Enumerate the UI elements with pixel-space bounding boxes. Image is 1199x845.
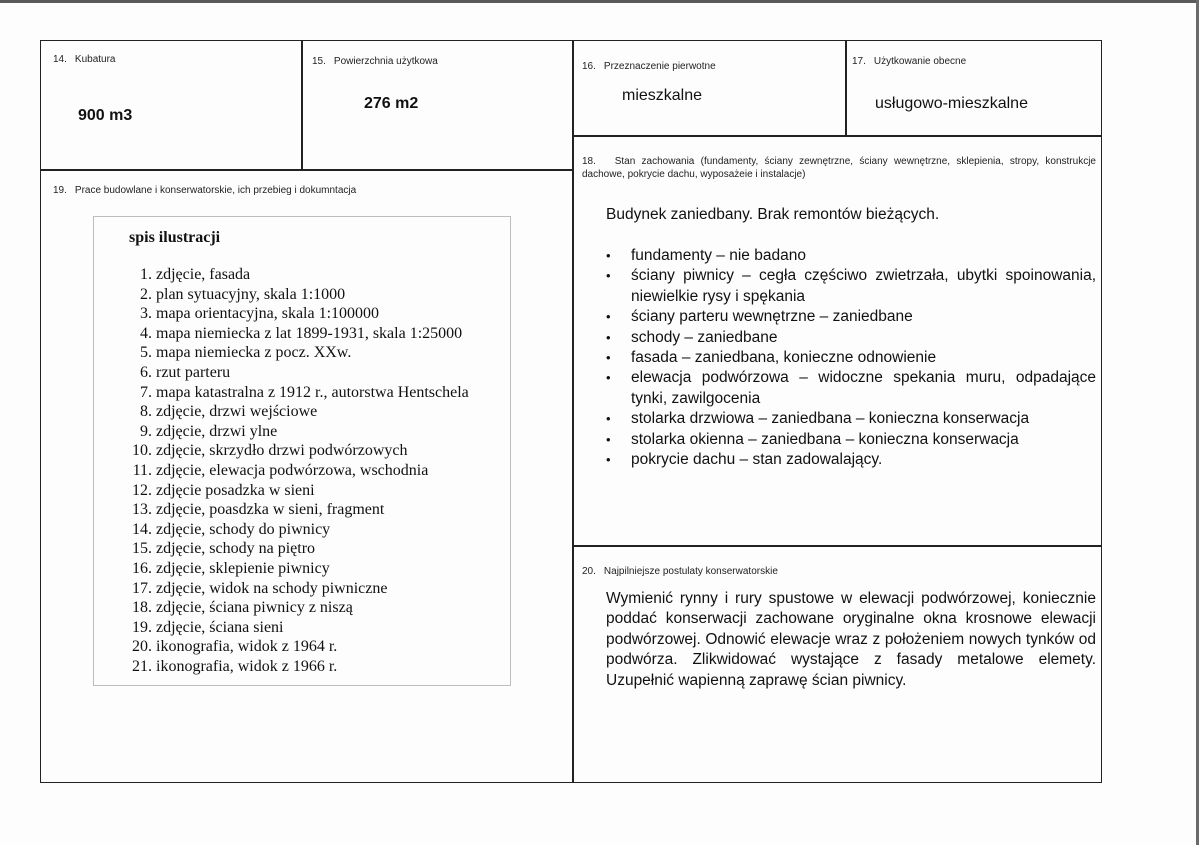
illustration-item: 20. ikonografia, widok z 1964 r. [132,638,338,656]
field-18-number: 18. [582,156,596,167]
bullet-icon: • [606,309,611,325]
illustrations-list [116,265,469,676]
condition-item: • stolarka okienna – zaniedbana – konieczna konserwacja [606,430,1096,450]
field-15-label [312,56,438,67]
illustration-item: 12. zdjęcie posadzka w sieni [132,481,315,499]
illustration-item: 4. mapa niemiecka z lat 1899-1931, skala 1:25000 [140,324,463,342]
field-15-title: Powierzchnia użytkowa [333,56,438,67]
field-19-label [53,185,356,196]
bullet-icon: • [606,431,611,447]
illustration-item: 15. zdjęcie, schody na piętro [132,540,316,558]
condition-item: • ściany piwnicy – cegła częściwo zwietrzała, ubytki spoinowania, niewielkie rysy i spękania [606,267,1096,305]
field-19-title: Prace budowlane i konserwatorskie, ich przebieg i dokumntacja [74,185,357,196]
field-14-title: Kubatura [74,54,116,65]
illustration-item: 7. mapa katastralna z 1912 r., autorstwa Hentschela [140,383,469,401]
condition-intro: Budynek zaniedbany. Brak remontów bieżących. [606,206,940,223]
bullet-icon: • [606,268,611,284]
divider-horizontal-18-20 [572,545,1102,547]
field-15-number: 15. [312,56,326,67]
illustration-item: 13. zdjęcie, poasdzka w sieni, fragment [132,501,385,519]
bullet-icon: • [606,370,611,386]
field-16-number: 16. [582,61,596,72]
illustration-item: 16. zdjęcie, sklepienie piwnicy [132,559,330,577]
illustration-item: 21. ikonografia, widok z 1966 r. [132,657,338,675]
field-17-title: Użytkowanie obecne [873,56,967,67]
scan-edge-top [0,0,1199,3]
divider-horizontal-16-17 [572,135,1102,137]
illustration-item: 1. zdjęcie, fasada [140,266,251,283]
illustration-item: 9. zdjęcie, drzwi ylne [140,422,278,440]
field-14-number: 14. [53,54,67,65]
illustrations-title: spis ilustracji [129,229,221,246]
condition-item: • schody – zaniedbane [606,328,1096,348]
illustration-item: 17. zdjęcie, widok na schody piwniczne [132,579,388,597]
divider-vertical-main [572,40,574,783]
divider-horizontal-left [40,169,573,171]
illustration-item: 10. zdjęcie, skrzydło drzwi podwórzowych [132,442,408,460]
bullet-icon: • [606,329,611,345]
illustration-item: 19. zdjęcie, ściana sieni [132,618,284,636]
uzytkowanie-value: usługowo-mieszkalne [875,95,1028,112]
condition-item: • stolarka drzwiowa – zaniedbana – konieczna konserwacja [606,409,1096,429]
illustration-item: 18. zdjęcie, ściana piwnicy z niszą [132,599,353,617]
field-19-number: 19. [53,185,67,196]
kubatura-value: 900 m3 [78,107,133,124]
condition-item: • fundamenty – nie badano [606,246,1096,266]
condition-item: • elewacja podwórzowa – widoczne spekania muru, odpadające tynki, zawilgocenia [606,369,1096,407]
bullet-icon: • [606,248,611,263]
field-18-title: Stan zachowania (fundamenty, ściany zewnętrzne, ściany wewnętrzne, sklepienia, stropy, konstrukcje dachowe, pokrycie dachu, wyposażeie i instalacje) [582,156,1096,180]
illustration-item: 11. zdjęcie, elewacja podwórzowa, wschodnia [132,461,429,479]
illustration-item: 8. zdjęcie, drzwi wejściowe [140,403,318,421]
illustrations-box [93,216,511,686]
condition-list [606,246,1096,470]
field-20-number: 20. [582,566,596,577]
field-20-title: Najpilniejsze postulaty konserwatorskie [603,566,778,577]
field-17-label [852,56,966,67]
powierzchnia-value: 276 m2 [364,95,419,112]
field-17-number: 17. [852,56,866,67]
field-16-label [582,61,716,72]
illustration-item: 3. mapa orientacyjna, skala 1:100000 [140,305,380,323]
field-18-label [582,155,1096,181]
postulates-text: Wymienić rynny i rury spustowe w elewacji podwórzowej, koniecznie poddać konserwacji zachowane oryginalne okna krosnowe elewacji podwórzowej. Odnowić elewacje wraz z położeniem nowych tynków od podwórza. Zlikwidować wystające z fasady metalowe elemety. Uzupełnić wapienną zaprawę ścian piwnicy. [606,590,1096,689]
condition-item: • fasada – zaniedbana, konieczne odnowienie [606,348,1096,368]
illustration-item: 14. zdjęcie, schody do piwnicy [132,520,331,538]
condition-item: • pokrycie dachu – stan zadowalający. [606,450,1096,470]
divider-vertical-16-17 [845,40,847,136]
bullet-icon: • [606,411,611,427]
field-14-label [53,54,116,65]
przeznaczenie-value: mieszkalne [622,87,703,104]
field-20-label [582,566,778,577]
bullet-icon: • [606,452,611,468]
bullet-icon: • [606,350,611,366]
illustration-item: 6. rzut parteru [140,363,231,381]
illustration-item: 2. plan sytuacyjny, skala 1:1000 [140,285,346,303]
divider-vertical-14-15 [301,40,303,169]
field-16-title: Przeznaczenie pierwotne [603,61,716,72]
condition-item: • ściany parteru wewnętrzne – zaniedbane [606,307,1096,327]
illustration-item: 5. mapa niemiecka z pocz. XXw. [140,344,352,362]
